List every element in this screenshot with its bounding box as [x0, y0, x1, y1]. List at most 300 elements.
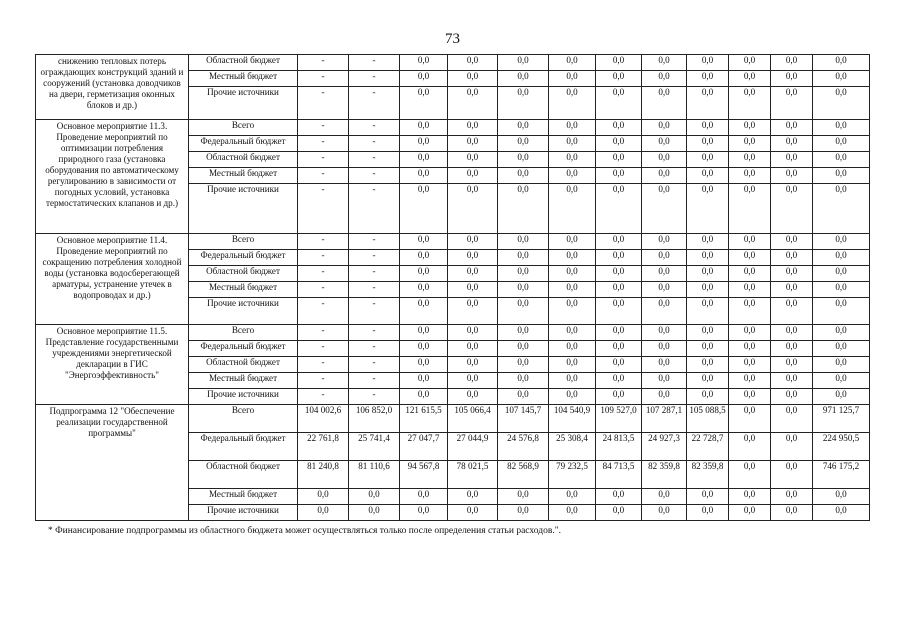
amount-cell: 0,0: [642, 341, 687, 357]
amount-cell: 0,0: [400, 266, 448, 282]
amount-cell: 0,0: [771, 489, 813, 505]
amount-cell: 0,0: [687, 325, 729, 341]
amount-cell: 0,0: [549, 152, 596, 168]
amount-cell: 107 287,1: [642, 405, 687, 433]
amount-cell: 0,0: [498, 55, 549, 71]
amount-cell: 0,0: [596, 71, 642, 87]
table-row: [36, 120, 870, 136]
amount-cell: 0,0: [498, 373, 549, 389]
amount-cell: 0,0: [813, 489, 870, 505]
amount-cell: 0,0: [687, 136, 729, 152]
amount-cell: 0,0: [596, 505, 642, 521]
amount-cell: 0,0: [349, 489, 400, 505]
funding-source: Всего: [189, 325, 298, 341]
activity-description: Основное мероприятие 11.5. Представление государственными учреждениями энергетической декларации в ГИС "Энергоэффективность": [36, 325, 189, 405]
amount-cell: 0,0: [642, 325, 687, 341]
amount-cell: 0,0: [687, 87, 729, 120]
amount-cell: 0,0: [498, 71, 549, 87]
amount-cell: 0,0: [642, 389, 687, 405]
amount-cell: 82 568,9: [498, 461, 549, 489]
page-number: 73: [445, 31, 460, 47]
amount-cell: 0,0: [687, 341, 729, 357]
amount-cell: 0,0: [549, 357, 596, 373]
amount-cell: 0,0: [813, 505, 870, 521]
amount-cell: 0,0: [596, 341, 642, 357]
amount-cell: 0,0: [642, 489, 687, 505]
amount-cell: 0,0: [771, 461, 813, 489]
amount-cell: 0,0: [498, 389, 549, 405]
amount-cell: 0,0: [813, 389, 870, 405]
amount-cell: 0,0: [498, 168, 549, 184]
funding-source: Прочие источники: [189, 298, 298, 325]
amount-cell: 0,0: [687, 266, 729, 282]
amount-cell: 0,0: [729, 266, 771, 282]
amount-cell: 0,0: [400, 234, 448, 250]
amount-cell: 0,0: [498, 250, 549, 266]
amount-cell: 0,0: [642, 282, 687, 298]
amount-cell: 0,0: [549, 282, 596, 298]
amount-cell: 0,0: [498, 341, 549, 357]
amount-cell: 0,0: [400, 489, 448, 505]
amount-cell: 0,0: [771, 282, 813, 298]
amount-cell: 0,0: [729, 505, 771, 521]
amount-cell: 0,0: [771, 373, 813, 389]
amount-cell: 0,0: [448, 357, 498, 373]
amount-cell: 0,0: [729, 341, 771, 357]
amount-cell: 0,0: [729, 234, 771, 250]
table-row: [36, 405, 870, 433]
amount-cell: 0,0: [642, 120, 687, 136]
amount-cell: 0,0: [400, 55, 448, 71]
activity-description: Основное мероприятие 11.3. Проведение мероприятий по оптимизации потребления природного газа (установка оборудования по автоматическому регулированию в зависимости от погодных условий, установка термостатических клапанов и др.): [36, 120, 189, 234]
amount-cell: 0,0: [771, 505, 813, 521]
amount-cell: 0,0: [596, 489, 642, 505]
amount-cell: 0,0: [729, 71, 771, 87]
amount-cell: 0,0: [596, 136, 642, 152]
amount-cell: 0,0: [549, 505, 596, 521]
amount-cell: 0,0: [771, 234, 813, 250]
amount-cell: 0,0: [771, 266, 813, 282]
amount-cell: 0,0: [729, 373, 771, 389]
amount-cell: 0,0: [813, 136, 870, 152]
amount-cell: 27 044,9: [448, 433, 498, 461]
amount-cell: 0,0: [596, 120, 642, 136]
footnote: * Финансирование подпрограммы из областного бюджета может осуществляться только после определения статьи расходов.".: [48, 526, 561, 536]
amount-cell: 224 950,5: [813, 433, 870, 461]
amount-cell: 0,0: [400, 282, 448, 298]
amount-cell: 0,0: [596, 357, 642, 373]
amount-cell: 22 761,8: [298, 433, 349, 461]
amount-cell: 0,0: [549, 250, 596, 266]
amount-cell: 0,0: [729, 389, 771, 405]
amount-cell: 0,0: [498, 298, 549, 325]
amount-cell: -: [349, 152, 400, 168]
funding-source: Прочие источники: [189, 87, 298, 120]
amount-cell: 0,0: [687, 282, 729, 298]
funding-source: Прочие источники: [189, 184, 298, 234]
amount-cell: 0,0: [729, 357, 771, 373]
amount-cell: 0,0: [549, 266, 596, 282]
amount-cell: 0,0: [400, 250, 448, 266]
funding-source: Областной бюджет: [189, 152, 298, 168]
amount-cell: 0,0: [448, 505, 498, 521]
amount-cell: 0,0: [642, 298, 687, 325]
amount-cell: -: [298, 234, 349, 250]
amount-cell: 0,0: [400, 152, 448, 168]
amount-cell: 0,0: [687, 152, 729, 168]
amount-cell: -: [349, 184, 400, 234]
amount-cell: -: [298, 120, 349, 136]
amount-cell: 0,0: [771, 298, 813, 325]
amount-cell: -: [349, 389, 400, 405]
amount-cell: 0,0: [729, 184, 771, 234]
amount-cell: 0,0: [729, 152, 771, 168]
amount-cell: 0,0: [400, 373, 448, 389]
amount-cell: 0,0: [771, 152, 813, 168]
amount-cell: 0,0: [813, 266, 870, 282]
amount-cell: 0,0: [729, 489, 771, 505]
amount-cell: 0,0: [729, 87, 771, 120]
amount-cell: 0,0: [549, 389, 596, 405]
amount-cell: 0,0: [549, 325, 596, 341]
amount-cell: 0,0: [642, 152, 687, 168]
amount-cell: 0,0: [771, 389, 813, 405]
amount-cell: -: [298, 152, 349, 168]
amount-cell: 0,0: [729, 405, 771, 433]
amount-cell: 0,0: [400, 184, 448, 234]
amount-cell: 0,0: [813, 373, 870, 389]
amount-cell: 0,0: [448, 489, 498, 505]
amount-cell: 0,0: [729, 120, 771, 136]
amount-cell: 971 125,7: [813, 405, 870, 433]
amount-cell: 0,0: [813, 325, 870, 341]
amount-cell: 0,0: [498, 234, 549, 250]
amount-cell: 0,0: [813, 71, 870, 87]
amount-cell: 0,0: [400, 298, 448, 325]
amount-cell: 0,0: [687, 234, 729, 250]
amount-cell: 0,0: [596, 234, 642, 250]
amount-cell: 0,0: [498, 152, 549, 168]
amount-cell: 0,0: [813, 152, 870, 168]
amount-cell: 0,0: [400, 357, 448, 373]
amount-cell: 82 359,8: [687, 461, 729, 489]
funding-source: Областной бюджет: [189, 357, 298, 373]
amount-cell: 105 088,5: [687, 405, 729, 433]
amount-cell: 0,0: [771, 87, 813, 120]
amount-cell: 109 527,0: [596, 405, 642, 433]
amount-cell: 0,0: [549, 120, 596, 136]
amount-cell: 0,0: [771, 136, 813, 152]
amount-cell: 0,0: [771, 325, 813, 341]
amount-cell: 0,0: [771, 357, 813, 373]
amount-cell: 0,0: [687, 120, 729, 136]
amount-cell: -: [298, 341, 349, 357]
amount-cell: 25 741,4: [349, 433, 400, 461]
amount-cell: 0,0: [729, 55, 771, 71]
amount-cell: 0,0: [596, 325, 642, 341]
funding-source: Всего: [189, 405, 298, 433]
amount-cell: -: [298, 71, 349, 87]
amount-cell: -: [349, 55, 400, 71]
funding-source: Местный бюджет: [189, 71, 298, 87]
funding-source: Федеральный бюджет: [189, 433, 298, 461]
amount-cell: 0,0: [813, 120, 870, 136]
amount-cell: 0,0: [549, 341, 596, 357]
amount-cell: 0,0: [596, 266, 642, 282]
funding-source: Областной бюджет: [189, 55, 298, 71]
amount-cell: 0,0: [400, 168, 448, 184]
amount-cell: 0,0: [448, 282, 498, 298]
amount-cell: 0,0: [448, 250, 498, 266]
amount-cell: 0,0: [448, 71, 498, 87]
amount-cell: 0,0: [400, 71, 448, 87]
amount-cell: 24 813,5: [596, 433, 642, 461]
amount-cell: 0,0: [498, 357, 549, 373]
amount-cell: 0,0: [498, 120, 549, 136]
funding-source: Областной бюджет: [189, 266, 298, 282]
funding-source: Прочие источники: [189, 505, 298, 521]
funding-source: Местный бюджет: [189, 373, 298, 389]
amount-cell: -: [298, 250, 349, 266]
amount-cell: 0,0: [771, 250, 813, 266]
funding-source: Федеральный бюджет: [189, 250, 298, 266]
amount-cell: 0,0: [400, 505, 448, 521]
amount-cell: 0,0: [549, 136, 596, 152]
amount-cell: 0,0: [642, 168, 687, 184]
amount-cell: 0,0: [448, 373, 498, 389]
amount-cell: 0,0: [771, 120, 813, 136]
amount-cell: -: [298, 168, 349, 184]
amount-cell: 0,0: [549, 168, 596, 184]
amount-cell: 0,0: [498, 184, 549, 234]
amount-cell: 0,0: [400, 325, 448, 341]
amount-cell: 0,0: [596, 373, 642, 389]
amount-cell: 0,0: [687, 55, 729, 71]
amount-cell: 81 110,6: [349, 461, 400, 489]
amount-cell: 0,0: [771, 433, 813, 461]
amount-cell: 0,0: [813, 250, 870, 266]
amount-cell: 0,0: [813, 357, 870, 373]
amount-cell: 0,0: [448, 55, 498, 71]
funding-source: Местный бюджет: [189, 282, 298, 298]
amount-cell: 0,0: [642, 505, 687, 521]
amount-cell: 0,0: [687, 71, 729, 87]
amount-cell: 0,0: [813, 341, 870, 357]
amount-cell: 106 852,0: [349, 405, 400, 433]
amount-cell: 0,0: [687, 357, 729, 373]
amount-cell: 0,0: [498, 282, 549, 298]
amount-cell: -: [298, 87, 349, 120]
amount-cell: -: [298, 325, 349, 341]
amount-cell: 0,0: [549, 234, 596, 250]
amount-cell: 0,0: [400, 341, 448, 357]
amount-cell: 24 927,3: [642, 433, 687, 461]
amount-cell: 0,0: [549, 489, 596, 505]
amount-cell: 0,0: [813, 168, 870, 184]
amount-cell: -: [349, 266, 400, 282]
amount-cell: 0,0: [642, 373, 687, 389]
amount-cell: 0,0: [448, 325, 498, 341]
amount-cell: 0,0: [813, 55, 870, 71]
amount-cell: 0,0: [813, 184, 870, 234]
amount-cell: -: [298, 357, 349, 373]
table-row: [36, 55, 870, 71]
amount-cell: -: [349, 71, 400, 87]
amount-cell: 0,0: [771, 184, 813, 234]
amount-cell: 0,0: [596, 184, 642, 234]
amount-cell: 0,0: [596, 152, 642, 168]
amount-cell: 24 576,8: [498, 433, 549, 461]
amount-cell: 104 540,9: [549, 405, 596, 433]
amount-cell: 0,0: [400, 136, 448, 152]
amount-cell: 107 145,7: [498, 405, 549, 433]
amount-cell: -: [349, 168, 400, 184]
activity-description: Основное мероприятие 11.4. Проведение мероприятий по сокращению потребления холодной воды (установка водосберегающей арматуры, устранение утечек в водопроводах и др.): [36, 234, 189, 325]
amount-cell: 0,0: [771, 168, 813, 184]
amount-cell: 0,0: [448, 87, 498, 120]
amount-cell: -: [298, 373, 349, 389]
amount-cell: 0,0: [642, 266, 687, 282]
funding-source: Областной бюджет: [189, 461, 298, 489]
amount-cell: 0,0: [448, 136, 498, 152]
amount-cell: -: [349, 250, 400, 266]
table-body: [36, 55, 870, 521]
budget-table: [35, 54, 870, 521]
amount-cell: 0,0: [687, 373, 729, 389]
amount-cell: 0,0: [642, 357, 687, 373]
amount-cell: 0,0: [498, 87, 549, 120]
amount-cell: 0,0: [448, 341, 498, 357]
amount-cell: -: [349, 373, 400, 389]
amount-cell: 0,0: [687, 505, 729, 521]
amount-cell: 746 175,2: [813, 461, 870, 489]
amount-cell: 0,0: [448, 266, 498, 282]
amount-cell: 0,0: [729, 325, 771, 341]
table-row: [36, 325, 870, 341]
amount-cell: 0,0: [448, 234, 498, 250]
amount-cell: -: [298, 389, 349, 405]
amount-cell: 0,0: [400, 120, 448, 136]
amount-cell: 0,0: [349, 505, 400, 521]
amount-cell: 0,0: [549, 373, 596, 389]
amount-cell: -: [349, 87, 400, 120]
amount-cell: 0,0: [813, 234, 870, 250]
amount-cell: 0,0: [448, 389, 498, 405]
amount-cell: 104 002,6: [298, 405, 349, 433]
amount-cell: 0,0: [687, 168, 729, 184]
amount-cell: 0,0: [813, 87, 870, 120]
amount-cell: 0,0: [771, 55, 813, 71]
table-row: [36, 234, 870, 250]
amount-cell: -: [298, 266, 349, 282]
amount-cell: 82 359,8: [642, 461, 687, 489]
amount-cell: 0,0: [687, 389, 729, 405]
amount-cell: -: [298, 298, 349, 325]
amount-cell: 0,0: [813, 282, 870, 298]
amount-cell: 0,0: [448, 184, 498, 234]
amount-cell: 105 066,4: [448, 405, 498, 433]
amount-cell: 0,0: [729, 136, 771, 152]
amount-cell: 0,0: [596, 389, 642, 405]
amount-cell: 0,0: [729, 298, 771, 325]
activity-description: снижению тепловых потерь ограждающих конструкций зданий и сооружений (установка доводчиков на двери, герметизация оконных блоков и др.): [36, 55, 189, 120]
amount-cell: -: [349, 341, 400, 357]
amount-cell: 0,0: [687, 250, 729, 266]
funding-source: Всего: [189, 234, 298, 250]
amount-cell: 0,0: [642, 87, 687, 120]
amount-cell: 0,0: [687, 184, 729, 234]
amount-cell: 22 728,7: [687, 433, 729, 461]
amount-cell: 0,0: [448, 168, 498, 184]
amount-cell: 121 615,5: [400, 405, 448, 433]
amount-cell: 0,0: [687, 489, 729, 505]
amount-cell: 0,0: [729, 282, 771, 298]
amount-cell: 0,0: [642, 55, 687, 71]
amount-cell: 0,0: [729, 433, 771, 461]
amount-cell: 25 308,4: [549, 433, 596, 461]
amount-cell: 0,0: [400, 389, 448, 405]
amount-cell: -: [349, 298, 400, 325]
amount-cell: 0,0: [549, 55, 596, 71]
amount-cell: 0,0: [549, 87, 596, 120]
amount-cell: 27 047,7: [400, 433, 448, 461]
amount-cell: 0,0: [596, 282, 642, 298]
amount-cell: 0,0: [642, 250, 687, 266]
amount-cell: 0,0: [642, 136, 687, 152]
funding-source: Прочие источники: [189, 389, 298, 405]
amount-cell: 0,0: [498, 489, 549, 505]
amount-cell: 0,0: [642, 234, 687, 250]
amount-cell: 0,0: [498, 325, 549, 341]
amount-cell: -: [349, 234, 400, 250]
amount-cell: -: [349, 136, 400, 152]
amount-cell: 0,0: [642, 71, 687, 87]
amount-cell: 0,0: [596, 298, 642, 325]
amount-cell: 78 021,5: [448, 461, 498, 489]
amount-cell: -: [349, 282, 400, 298]
amount-cell: 81 240,8: [298, 461, 349, 489]
amount-cell: 0,0: [729, 168, 771, 184]
funding-source: Местный бюджет: [189, 489, 298, 505]
amount-cell: 0,0: [549, 71, 596, 87]
amount-cell: 0,0: [498, 136, 549, 152]
amount-cell: 0,0: [298, 505, 349, 521]
amount-cell: 0,0: [498, 266, 549, 282]
amount-cell: -: [349, 325, 400, 341]
amount-cell: 0,0: [642, 184, 687, 234]
amount-cell: 84 713,5: [596, 461, 642, 489]
funding-source: Всего: [189, 120, 298, 136]
amount-cell: -: [298, 55, 349, 71]
amount-cell: 0,0: [771, 71, 813, 87]
amount-cell: -: [298, 282, 349, 298]
activity-description: Подпрограмма 12 "Обеспечение реализации государственной программы": [36, 405, 189, 521]
amount-cell: 0,0: [729, 250, 771, 266]
amount-cell: 0,0: [448, 152, 498, 168]
amount-cell: -: [349, 357, 400, 373]
amount-cell: 0,0: [549, 298, 596, 325]
amount-cell: 0,0: [771, 405, 813, 433]
amount-cell: 0,0: [400, 87, 448, 120]
amount-cell: 0,0: [729, 461, 771, 489]
amount-cell: 0,0: [448, 298, 498, 325]
amount-cell: -: [298, 184, 349, 234]
amount-cell: 0,0: [448, 120, 498, 136]
amount-cell: 0,0: [596, 250, 642, 266]
amount-cell: 0,0: [549, 184, 596, 234]
amount-cell: 79 232,5: [549, 461, 596, 489]
funding-source: Местный бюджет: [189, 168, 298, 184]
